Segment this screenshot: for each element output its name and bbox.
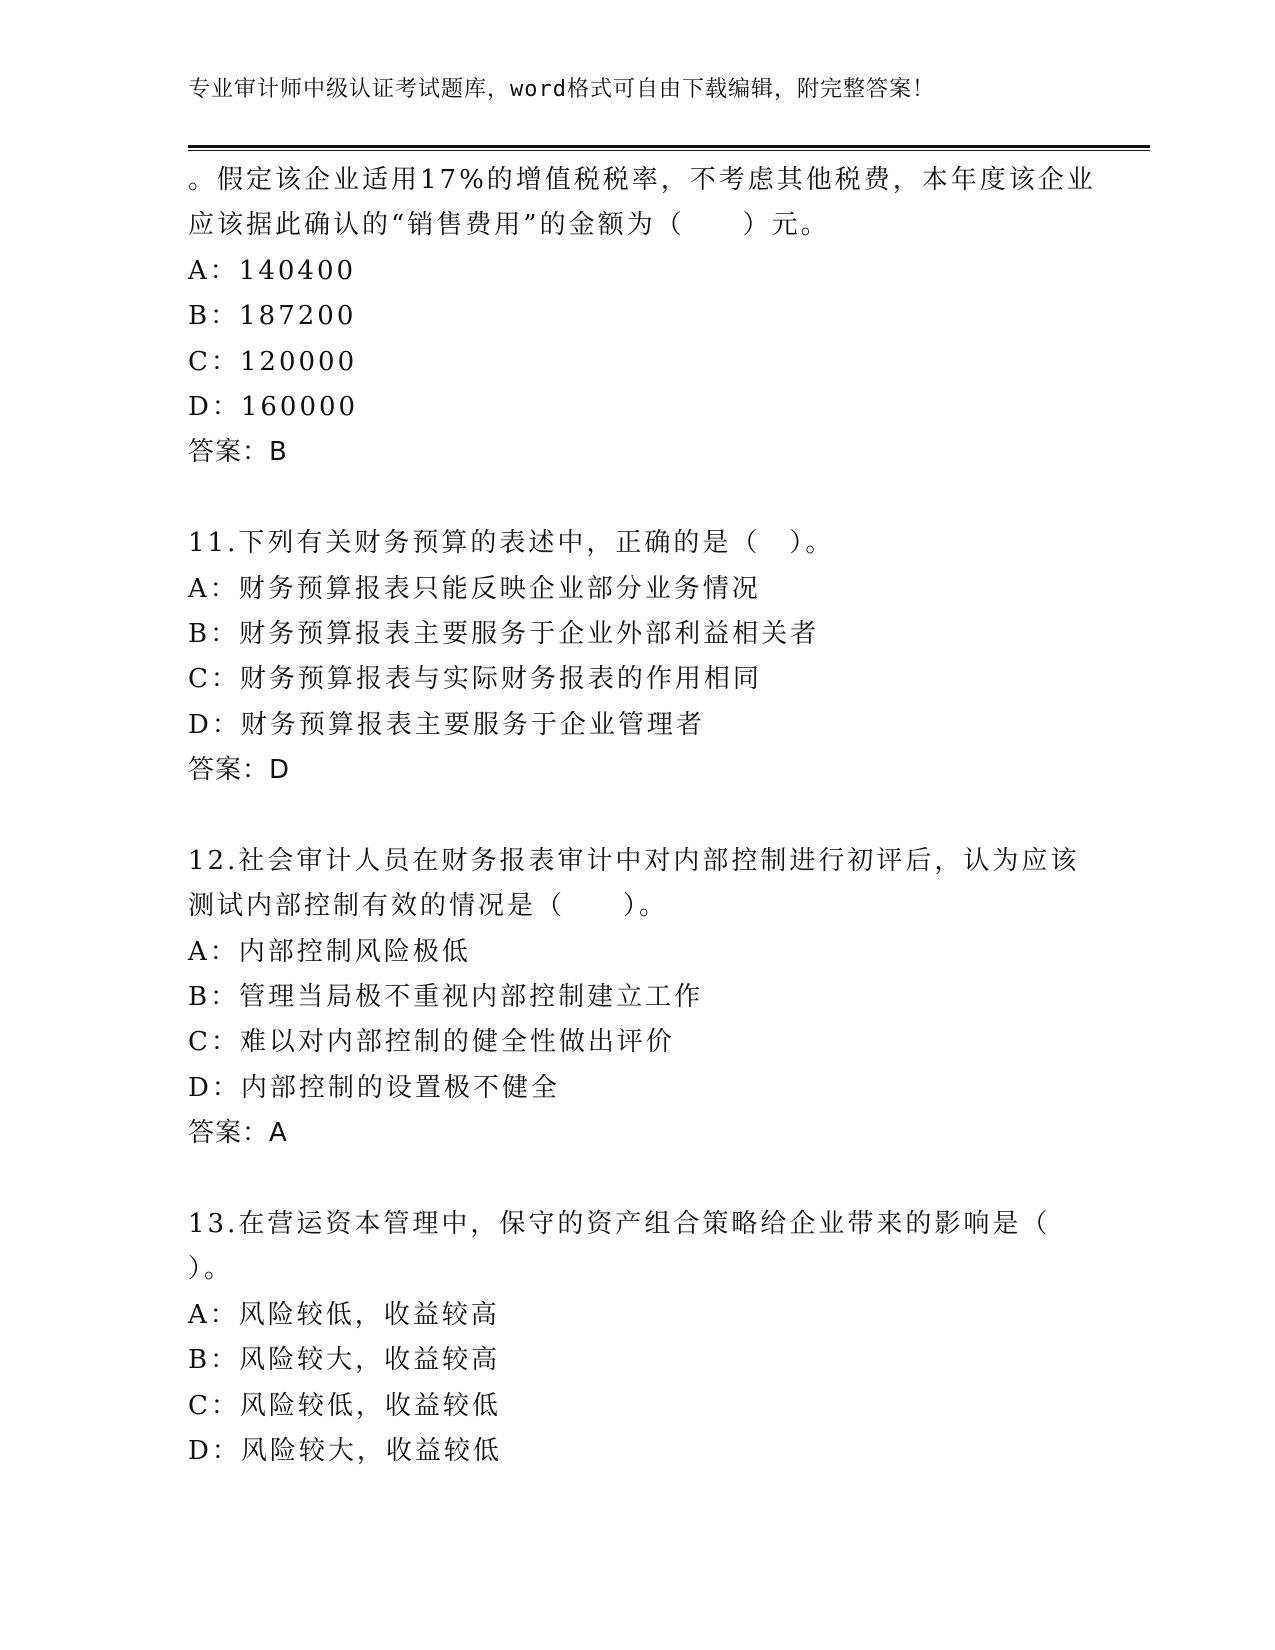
question-stem-line: 应该据此确认的“销售费用”的金额为（ ）元。 [188,210,830,241]
option-d: D：财务预算报表主要服务于企业管理者 [188,709,705,740]
question-stem-line: 测试内部控制有效的情况是（ ）。 [188,891,669,922]
answer-line: 答案：A [188,1118,288,1149]
spacer [188,1157,1088,1202]
option-d: D：风险较大，收益较低 [188,1435,502,1466]
question-stem-line: ）。 [188,1254,234,1285]
question-block [188,839,1088,1157]
answer-line: 答案：D [188,755,291,786]
option-c: C：难以对内部控制的健全性做出评价 [188,1027,675,1058]
option-c: C：风险较低，收益较低 [188,1390,501,1421]
answer-line: 答案：B [188,437,288,468]
question-block [188,521,1088,793]
question-stem-line: 12.社会审计人员在财务报表审计中对内部控制进行初评后，认为应该 [188,845,1080,876]
option-b: B：187200 [188,301,357,332]
option-a: A：内部控制风险极低 [188,936,471,967]
question-stem-line: 13.在营运资本管理中，保守的资产组合策略给企业带来的影响是（ [188,1208,1051,1239]
question-block [188,158,1096,476]
question-block [188,1202,1088,1474]
option-d: D：内部控制的设置极不健全 [188,1072,560,1103]
page-header: 专业审计师中级认证考试题库，word格式可自由下载编辑，附完整答案！ [188,77,935,102]
option-a: A：风险较低，收益较高 [188,1299,500,1330]
option-c: C：财务预算报表与实际财务报表的作用相同 [188,664,762,695]
question-stem-line: 。假定该企业适用17%的增值税税率，不考虑其他税费，本年度该企业 [188,165,1096,195]
option-a: A：财务预算报表只能反映企业部分业务情况 [188,573,761,604]
option-b: B：风险较大，收益较高 [188,1345,501,1376]
header-rule-thick [188,145,1150,148]
question-stem-line: 11.下列有关财务预算的表述中，正确的是（ ）。 [188,528,835,559]
option-c: C：120000 [188,346,358,377]
option-b: B：管理当局极不重视内部控制建立工作 [188,982,704,1013]
option-a: A：140400 [188,255,357,286]
spacer [188,793,1088,838]
option-d: D：160000 [188,391,359,422]
question-list [188,158,1096,1474]
spacer [188,476,1088,521]
header-rule-thin [188,150,1150,151]
option-b: B：财务预算报表主要服务于企业外部利益相关者 [188,618,820,649]
